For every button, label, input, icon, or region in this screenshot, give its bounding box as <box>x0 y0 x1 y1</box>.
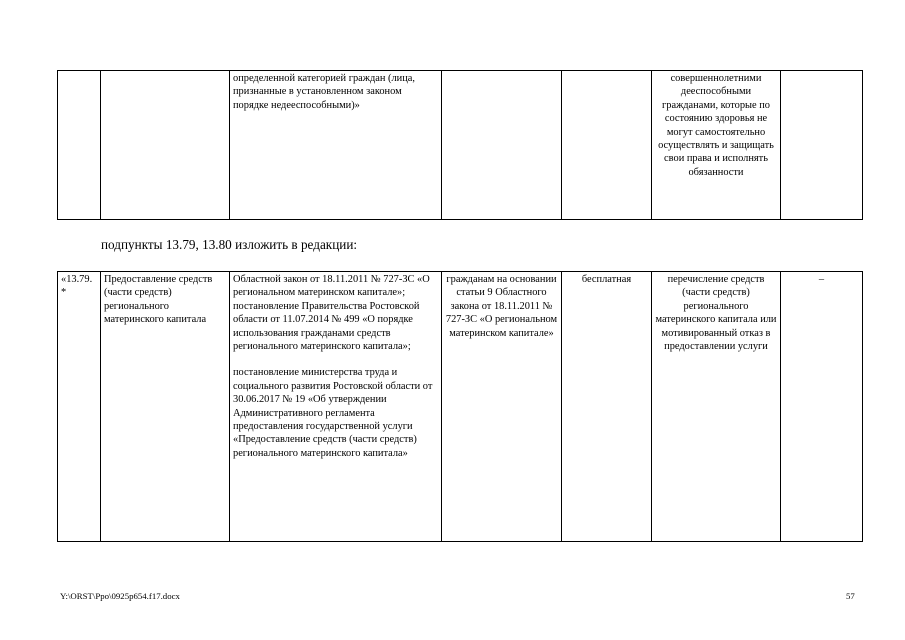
cell-result: перечисление средств (части средств) регионального материнского капитала или мотивированный отказ в предоставлении услуги <box>652 272 781 542</box>
cell-note <box>781 71 863 220</box>
cell-legal-acts: определенной категорией граждан (лица, признанные в установленном законом порядке недееспособными)» <box>230 71 442 220</box>
cell-number <box>58 71 101 220</box>
cell-service: Предоставление средств (части средств) регионального материнского капитала <box>101 272 230 542</box>
services-table <box>57 271 863 542</box>
cell-cost <box>562 71 652 220</box>
cell-result: совершеннолетними дееспособными гражданами, которые по состоянию здоровья не могут самостоятельно осуществлять и защищать свои права и исполнять обязанности <box>652 71 781 220</box>
table-row <box>58 71 863 220</box>
cell-recipients: гражданам на основании статьи 9 Областного закона от 18.11.2011 № 727-ЗС «О региональном материнском капитале» <box>442 272 562 542</box>
cell-cost: бесплатная <box>562 272 652 542</box>
paragraph-gap <box>233 353 438 366</box>
legal-acts-part-1: Областной закон от 18.11.2011 № 727-ЗС «О региональном материнском капитале»; постановление Правительства Ростовской области от 11.07.2014 № 499 «О порядке использования гражданами средств регионального материнского капитала»; <box>233 274 430 353</box>
cell-legal-acts <box>230 272 442 542</box>
footer-file-path: Y:\ORST\Ppo\0925p654.f17.docx <box>60 591 180 601</box>
table-row <box>58 272 863 542</box>
section-heading: подпункты 13.79, 13.80 изложить в редакции: <box>101 237 358 252</box>
cell-number: «13.79.* <box>58 272 101 542</box>
cell-note: – <box>781 272 863 542</box>
cell-service <box>101 71 230 220</box>
services-table-continued <box>57 70 863 220</box>
footer-page-number: 57 <box>846 591 855 601</box>
cell-recipients <box>442 71 562 220</box>
legal-acts-part-2: постановление министерства труда и социального развития Ростовской области от 30.06.2017 № 19 «Об утверждении Административного регламента предоставления государственной услуги «Предоставление средств (части средств) регионального материнского капитала» <box>233 367 433 459</box>
